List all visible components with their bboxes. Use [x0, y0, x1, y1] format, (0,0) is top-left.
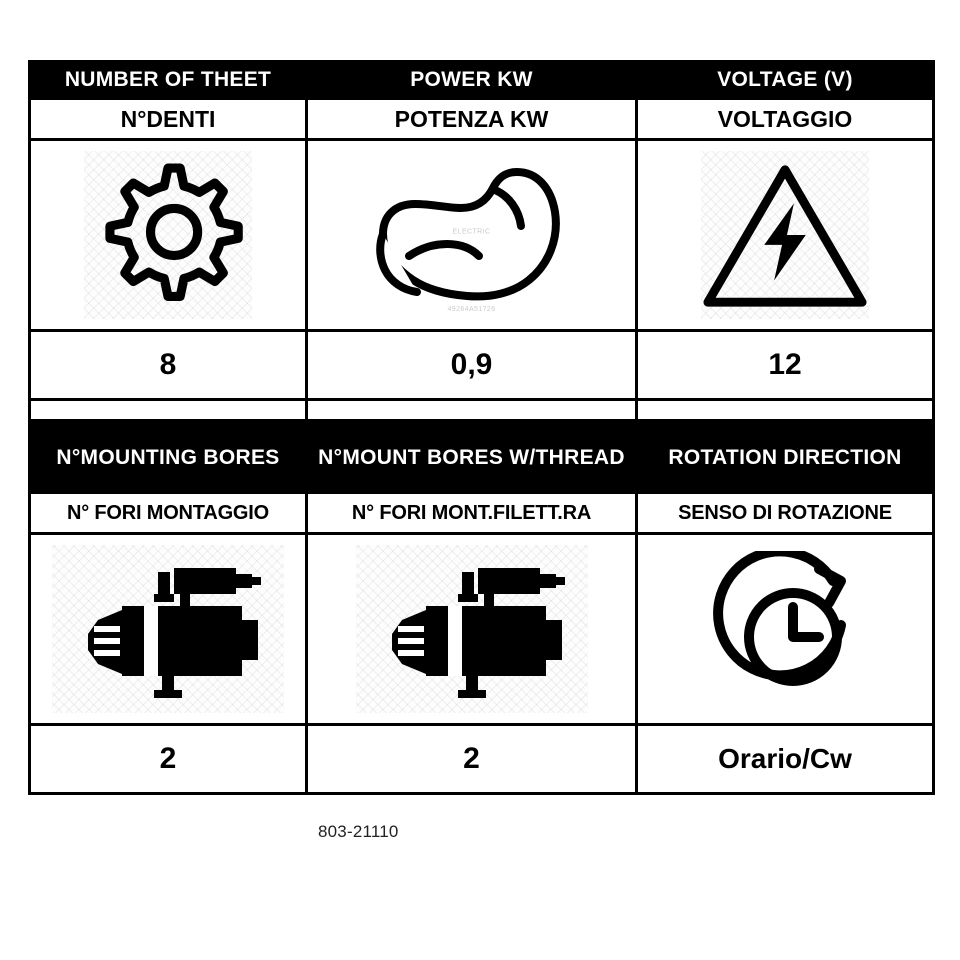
- header-en-voltage: VOLTAGE (V): [637, 62, 934, 99]
- header-it-mounting-bores: N° FORI MONTAGGIO: [30, 493, 307, 534]
- watermark-id: 49264A51726: [447, 306, 496, 313]
- upper-icon-row: [30, 140, 934, 331]
- lower-header-italian-row: [30, 493, 934, 534]
- header-en-teeth: NUMBER OF THEET: [30, 62, 307, 99]
- part-number: 803-21110: [318, 822, 399, 841]
- lower-icon-row: [30, 534, 934, 725]
- clockwise-rotation-clock-icon: [701, 545, 869, 713]
- header-en-rotation-direction: ROTATION DIRECTION: [637, 424, 934, 493]
- icon-cell-rotation-direction: [637, 534, 934, 725]
- header-en-power: POWER KW: [307, 62, 637, 99]
- icon-cell-teeth: [30, 140, 307, 331]
- value-mount-bores-thread: 2: [307, 725, 637, 794]
- specification-sheet: [28, 60, 932, 795]
- header-it-mount-bores-thread: N° FORI MONT.FILETT.RA: [307, 493, 637, 534]
- header-it-power: POTENZA KW: [307, 99, 637, 140]
- header-en-mounting-bores: N°MOUNTING BORES: [30, 424, 307, 493]
- value-power: 0,9: [307, 331, 637, 400]
- lower-header-english-row: [30, 424, 934, 493]
- flexed-biceps-icon: [356, 151, 588, 319]
- starter-motor-icon: [52, 545, 284, 713]
- upper-header-english-row: [30, 62, 934, 99]
- gear-icon: [84, 151, 252, 319]
- icon-cell-power: [307, 140, 637, 331]
- header-it-voltage: VOLTAGGIO: [637, 99, 934, 140]
- header-it-teeth: N°DENTI: [30, 99, 307, 140]
- upper-value-row: [30, 331, 934, 400]
- icon-cell-voltage: [637, 140, 934, 331]
- watermark-text: ELECTRIC: [452, 228, 491, 236]
- starter-motor-icon: [356, 545, 588, 713]
- lower-value-row: [30, 725, 934, 794]
- header-it-rotation-direction: SENSO DI ROTAZIONE: [637, 493, 934, 534]
- section-gap: [30, 400, 934, 421]
- value-rotation-direction: Orario/Cw: [637, 725, 934, 794]
- upper-header-italian-row: [30, 99, 934, 140]
- high-voltage-warning-icon: [701, 151, 869, 319]
- lower-spec-table: [28, 422, 935, 795]
- header-en-mount-bores-thread: N°MOUNT BORES W/THREAD: [307, 424, 637, 493]
- value-voltage: 12: [637, 331, 934, 400]
- icon-cell-mount-bores-thread: [307, 534, 637, 725]
- upper-spec-table: [28, 60, 935, 422]
- value-mounting-bores: 2: [30, 725, 307, 794]
- value-teeth: 8: [30, 331, 307, 400]
- icon-cell-mounting-bores: [30, 534, 307, 725]
